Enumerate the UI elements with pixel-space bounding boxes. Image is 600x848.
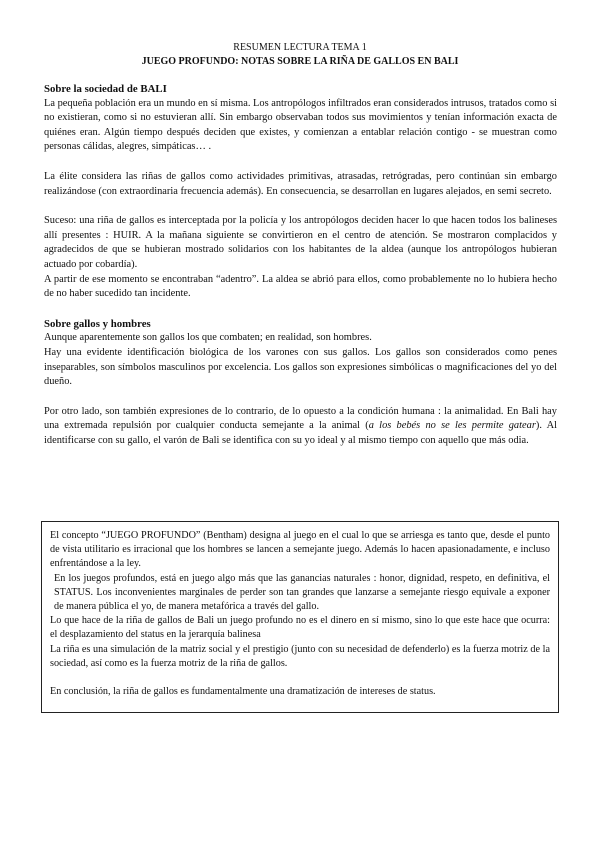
text-run: ). Al identificarse con su gallo, el varón de Bali se identifica con su yo ideal y al mismo tiempo con aquello que más odia. xyxy=(44,420,557,446)
paragraph: Suceso: una riña de gallos es interceptada por la policía y los antropólogos deciden hacer lo que hacen todos los balineses allí presentes : HUIR. A la mañana siguiente se convirtieron en el centro de atención. Se mostraron complacidos y agradecidos de que se hubieran mostrado solidarios con los habitantes de la aldea (aunque los antropólogos hubieran actuado por cobardía). xyxy=(44,215,557,270)
paragraph: La élite considera las riñas de gallos como actividades primitivas, atrasadas, retrógradas, pero continúan sin embargo realizándose (con extraordinaria frecuencia además). En consecuencia, se desarrollan en lugares alejados, en semi secreto. xyxy=(44,170,557,197)
document-body xyxy=(44,82,557,448)
box-paragraph: La riña es una simulación de la matriz social y el prestigio (junto con su necesidad de defenderlo) es la fuerza motriz de la sociedad, así como es la fuerza motriz de la riña de gallos. xyxy=(50,643,550,669)
box-paragraph: En los juegos profundos, está en juego algo más que las ganancias naturales : honor, dignidad, respeto, en definitiva, el STATUS. Los inconvenientes marginales de perder son tan grandes que lanzarse a semejante riesgo equivale a exponer de manera pública el yo, de manera metafórica a través del gallo. xyxy=(54,572,550,613)
box-paragraph: Lo que hace de la riña de gallos de Bali un juego profundo no es el dinero en sí mismo, sino lo que este hace que ocurra: el desplazamiento del status en la jerarquía balinesa xyxy=(50,615,550,641)
document-header xyxy=(40,41,560,69)
italic-text: a los bebés no se les permite gatear xyxy=(368,420,536,432)
text-run: Por otro lado, son también expresiones de lo contrario, de lo opuesto a la condición humana : la animalidad. En Bali hay una extremada repulsión por cualquier conducta semejante a la animal ( xyxy=(44,405,557,432)
paragraph: La pequeña población era un mundo en sí misma. Los antropólogos infiltrados eran considerados intrusos, tratados como si no existieran, como si no estuvieran allí. Sin embargo observaban todos sus movimientos y tenían información exacta de quiénes eran. Algún tiempo después deciden que existes, y comienzan a entablar relación contigo - se muestran como personas cálidas, alegres, simpáticas… . xyxy=(44,97,557,153)
summary-box xyxy=(41,521,559,713)
document-title: RESUMEN LECTURA TEMA 1 xyxy=(233,42,367,53)
section-heading-gallos: Sobre gallos y hombres xyxy=(44,317,151,330)
document-subtitle: JUEGO PROFUNDO: NOTAS SOBRE LA RIÑA DE GALLOS EN BALI xyxy=(141,56,459,67)
section-heading-bali: Sobre la sociedad de BALI xyxy=(44,83,167,95)
paragraph: Hay una evidente identificación biológica de los varones con sus gallos. Los gallos son considerados como penes inseparables, son símbolos masculinos por excelencia. Los gallos son expresiones simbólicas o magnificaciones del yo del dueño. xyxy=(44,346,557,388)
paragraph xyxy=(44,405,557,449)
paragraph: Aunque aparentemente son gallos los que combaten; en realidad, son hombres. xyxy=(44,332,372,344)
paragraph: A partir de ese momento se encontraban “adentro”. La aldea se abrió para ellos, como probablemente no lo hubiera hecho de no haber sucedido tan incidente. xyxy=(44,273,557,300)
box-conclusion: En conclusión, la riña de gallos es fundamentalmente una dramatización de intereses de status. xyxy=(50,686,436,698)
box-paragraph: El concepto “JUEGO PROFUNDO” (Bentham) designa al juego en el cual lo que se arriesga es tanto que, desde el punto de vista utilitario es irracional que los hombres se lancen a semejante juego. Además lo hacen apasionadamente, e incluso enfrentándose a la ley. xyxy=(50,530,550,570)
